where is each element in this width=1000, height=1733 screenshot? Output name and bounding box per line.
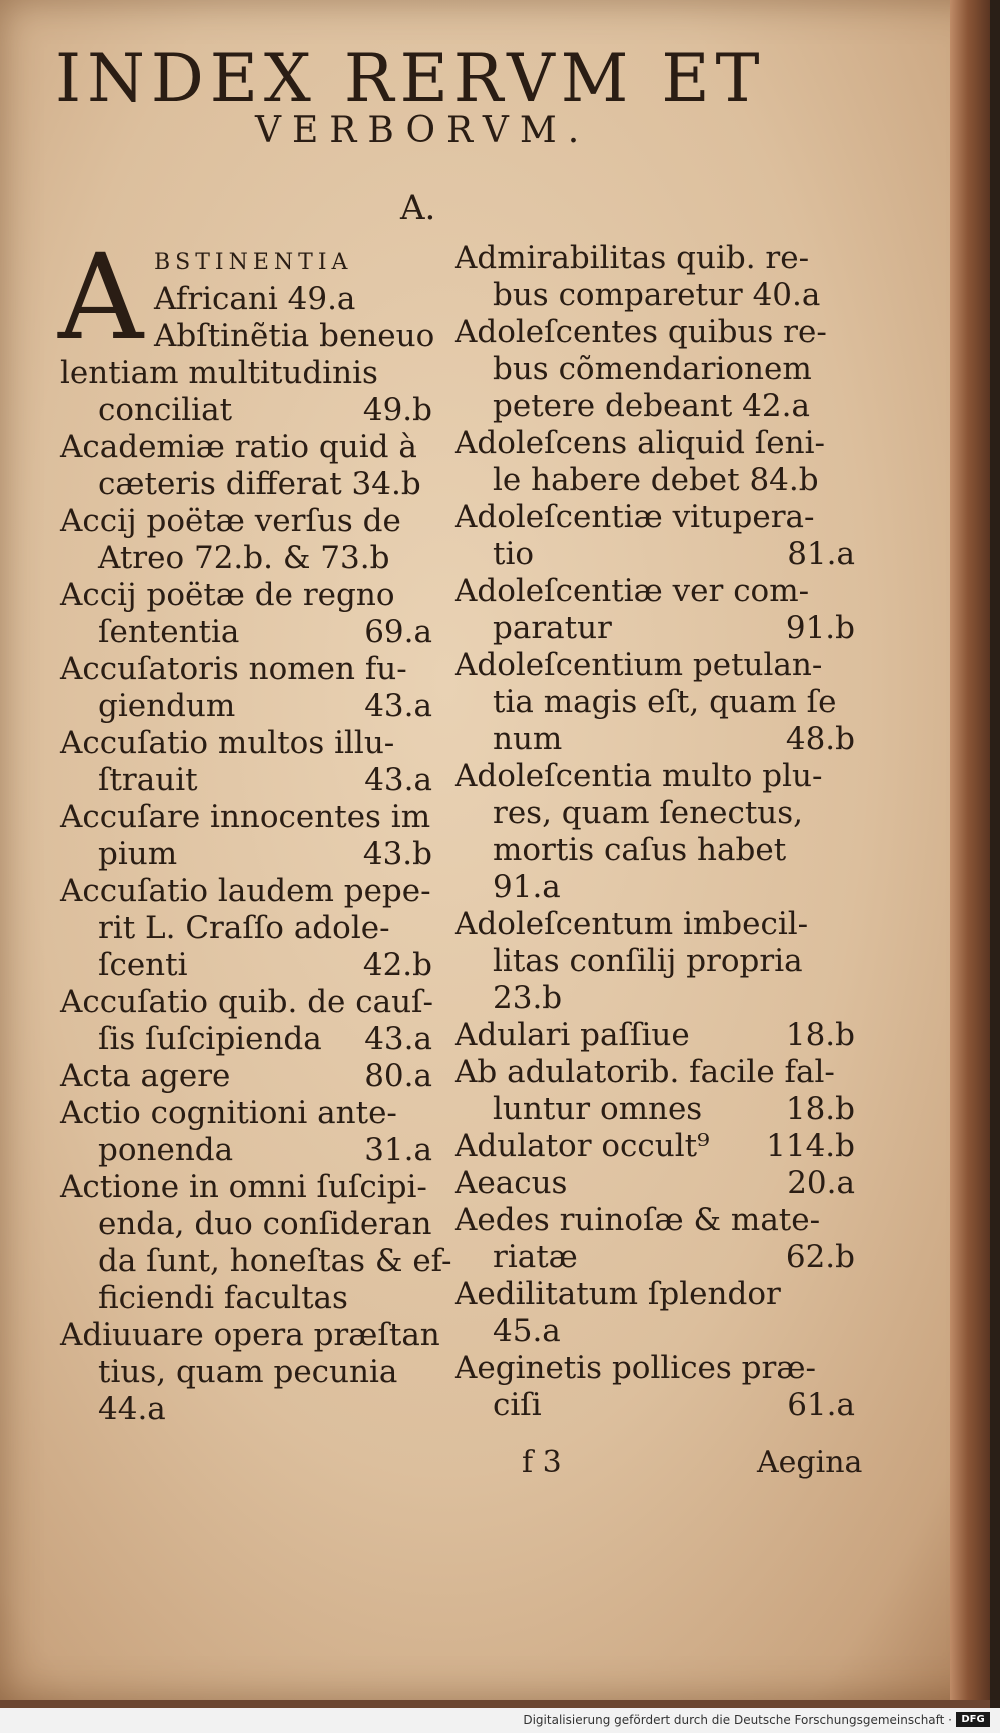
index-entry-line [455,499,855,536]
entry-text: Accuſare innocentes im [60,799,431,835]
index-entry-line [455,314,855,351]
index-entry [60,577,432,651]
dfg-logo: DFG [956,1712,990,1727]
index-entry-line [455,425,855,462]
dropcap-letter: A [58,228,144,366]
index-entry [60,725,432,799]
entry-text: tius, quam pecunia [98,1354,398,1390]
entry-text: Adoleſcentum imbecil- [455,906,809,942]
entry-text: Ab adulatorib. facile fal- [455,1054,835,1090]
page-reference: 31.a [364,1132,432,1168]
page-reference: 81.a [787,536,855,572]
index-entry [60,1095,432,1169]
index-entry-line [60,577,432,614]
page-reference: 61.a [787,1387,855,1423]
entry-text: Actio cognitioni ante- [60,1095,397,1131]
page-reference: 42.b [362,947,432,983]
entry-text: Atreo 72.b. & 73.b [98,540,390,576]
entry-text: paratur [493,610,612,646]
footer-credit: Digitalisierung gefördert durch die Deutsche Forschungsgemeinschaft · [523,1713,952,1727]
page-reference: 91.b [785,610,855,646]
index-title: INDEX RERVM ET [55,40,766,117]
entry-text: ſtrauit [98,762,198,798]
index-subtitle: VERBORVM. [255,110,591,151]
entry-text: Academiæ ratio quid à [60,429,417,465]
index-entry [60,429,432,503]
index-entry [455,573,855,647]
index-entry-line [455,832,855,869]
entry-text: Acta agere [60,1058,231,1094]
entry-text: Actione in omni ſuſcipi- [60,1169,427,1205]
index-entry-line [60,429,432,466]
entry-text: BSTINENTIA [154,250,353,275]
index-entry [60,873,432,984]
entry-text: litas conſilij propria [493,943,803,979]
index-entry [60,799,432,873]
entry-text: Adulator occult⁹ [455,1128,710,1164]
entry-text: Admirabilitas quib. re- [455,240,810,276]
entry-text: Accuſatio multos illu- [60,725,395,761]
entry-text: ficiendi facultas [98,1280,348,1316]
signature-mark: f 3 [522,1445,562,1480]
index-entry [455,314,855,425]
index-entry-line [60,1021,432,1058]
entry-text: conciliat [98,392,233,428]
index-entry-line [60,910,432,947]
index-entry-line [455,240,855,277]
entry-text: Adoleſcentiæ vitupera- [455,499,815,535]
entry-text: Adoleſcentium petulan- [455,647,823,683]
index-entry-line [455,462,855,499]
index-entry-line [455,610,855,647]
index-entry-line [60,240,432,281]
page-reference: 20.a [787,1165,855,1201]
index-entry-line [455,647,855,684]
index-entry-line [455,1091,855,1128]
index-entry-line [60,503,432,540]
entry-text: 44.a [98,1391,166,1427]
entry-text: luntur omnes [493,1091,703,1127]
index-entry [455,1165,855,1202]
index-entry-line [60,281,432,318]
index-entry-line [455,721,855,758]
index-entry-line [455,1054,855,1091]
index-entry-line [60,725,432,762]
index-entry-line [60,1132,432,1169]
entry-text: enda, duo conſideran [98,1206,432,1242]
index-entry-line [60,1391,432,1428]
index-entry-line [455,1387,855,1424]
index-entry-line [455,1313,855,1350]
index-entry-line [60,392,432,429]
entry-text: Aeacus [455,1165,568,1201]
entry-text: rit L. Craſſo adole- [98,910,390,946]
entry-text: Adulari paſſiue [455,1017,690,1053]
entry-text: Africani 49.a [154,281,356,317]
entry-text: ponenda [98,1132,234,1168]
entry-text: ciſi [493,1387,542,1423]
index-entry-line [60,1280,432,1317]
page-bottom-edge [0,1700,990,1708]
entry-text: tia magis eſt, quam ſe [493,684,837,720]
index-entry-line [60,1317,440,1354]
index-entry-line [455,1128,855,1165]
index-entry-line [455,1239,855,1276]
index-entry-line [60,1243,452,1280]
entry-text: num [493,721,563,757]
index-entry-line [455,758,855,795]
page-reference: 69.a [364,614,432,650]
index-entry-line [60,799,432,836]
index-entry-line [455,980,855,1017]
index-entry-line [455,1350,855,1387]
index-entry-line [455,943,855,980]
index-entry-line [60,1095,432,1132]
index-entry-line [60,1058,432,1095]
entry-text: pium [98,836,178,872]
entry-text: Accuſatio laudem pepe- [60,873,431,909]
entry-text: da ſunt, honeſtas & ef- [98,1243,452,1279]
entry-text: 23.b [493,980,563,1016]
index-entry [455,1054,855,1128]
left-index-column [58,228,452,1428]
entry-text: petere debeant 42.a [493,388,810,424]
index-entry [455,499,855,573]
index-entry-line [455,277,855,314]
index-entry [60,1169,452,1317]
page-reference: 114.b [766,1128,855,1164]
index-entry-line [60,762,432,799]
index-entry-line [60,947,432,984]
page-reference: 43.a [364,688,432,724]
index-entry-line [455,1165,855,1202]
index-entry [60,1317,440,1428]
entry-text: bus cõmendarionem [493,351,812,387]
page-reference: 43.b [362,836,432,872]
index-entry-line [60,1354,432,1391]
index-entry-line [60,873,432,910]
entry-text: riatæ [493,1239,578,1275]
entry-text: Accuſatoris nomen fu- [60,651,407,687]
index-entry-line [60,614,432,651]
section-letter: A. [400,188,436,228]
entry-text: Accij poëtæ de regno [60,577,395,613]
index-entry-line [60,540,432,577]
entry-text: Adoleſcentia multo plu- [455,758,823,794]
index-entry [455,425,855,499]
index-entry [455,1017,855,1054]
index-entry-line [60,688,432,725]
entry-text: res, quam ſenectus, [493,795,803,831]
page-reference: 18.b [785,1091,855,1127]
entry-text: giendum [98,688,236,724]
index-entry-line [455,684,855,721]
page-reference: 80.a [364,1058,432,1094]
entry-text: Adoleſcens aliquid ſeni- [455,425,825,461]
entry-text: ſcenti [98,947,188,983]
index-entry [455,1202,855,1276]
index-entry-line [60,355,432,392]
index-entry [455,758,855,906]
page-edge [950,0,990,1700]
index-entry [58,228,435,366]
index-entry-line [455,869,855,906]
entry-text: Adoleſcentes quibus re- [455,314,827,350]
index-entry [60,1058,432,1095]
entry-text: Aedes ruinoſæ & mate- [455,1202,821,1238]
index-entry [455,240,855,314]
index-entry-line [455,1202,855,1239]
entry-text: 91.a [493,869,561,905]
entry-text: Abſtinẽtia beneuo [154,318,435,354]
entry-text: Adiuuare opera præſtan [60,1317,440,1353]
entry-text: le habere debet 84.b [493,462,819,498]
index-entry [455,647,855,758]
index-entry-line [455,351,855,388]
entry-text: 45.a [493,1313,561,1349]
index-entry-line [60,836,432,873]
entry-text: lentiam multitudinis [60,355,378,391]
entry-text: tio [493,536,535,572]
index-entry-line [60,651,432,688]
entry-text: Accuſatio quib. de cauſ- [60,984,433,1020]
index-entry-line [455,1017,855,1054]
index-entry-line [455,536,855,573]
index-entry [455,1276,855,1350]
index-entry [60,355,432,429]
index-entry-line [60,984,432,1021]
entry-text: Aedilitatum ſplendor [455,1276,781,1312]
index-entry-line [455,388,855,425]
page-reference: 49.b [362,392,432,428]
page-reference: 43.a [364,762,432,798]
page-reference: 62.b [785,1239,855,1275]
entry-text: Aeginetis pollices præ- [455,1350,816,1386]
entry-text: Adoleſcentiæ ver com- [455,573,810,609]
index-entry-line [60,318,435,355]
entry-text: bus comparetur 40.a [493,277,821,313]
index-entry-line [455,906,855,943]
index-entry-line [455,1276,855,1313]
index-entry-line [60,1169,432,1206]
entry-text: Accij poëtæ verſus de [60,503,401,539]
index-entry-line [455,795,855,832]
index-entry [60,503,432,577]
index-entry [60,651,432,725]
entry-text: ſis ſuſcipienda [98,1021,322,1057]
entry-text: cæteris differat 34.b [98,466,421,502]
right-index-column [455,240,855,1424]
page-reference: 48.b [785,721,855,757]
index-entry [60,984,432,1058]
index-entry-line [60,1206,432,1243]
page-reference: 18.b [785,1017,855,1053]
catchword: Aegina [757,1445,863,1480]
index-entry [455,1350,855,1424]
entry-text: ſententia [98,614,240,650]
index-entry [455,906,855,1017]
index-entry-line [60,466,432,503]
index-entry [455,1128,855,1165]
entry-text: mortis caſus habet [493,832,787,868]
index-entry-line [455,573,855,610]
page-reference: 43.a [364,1021,432,1057]
